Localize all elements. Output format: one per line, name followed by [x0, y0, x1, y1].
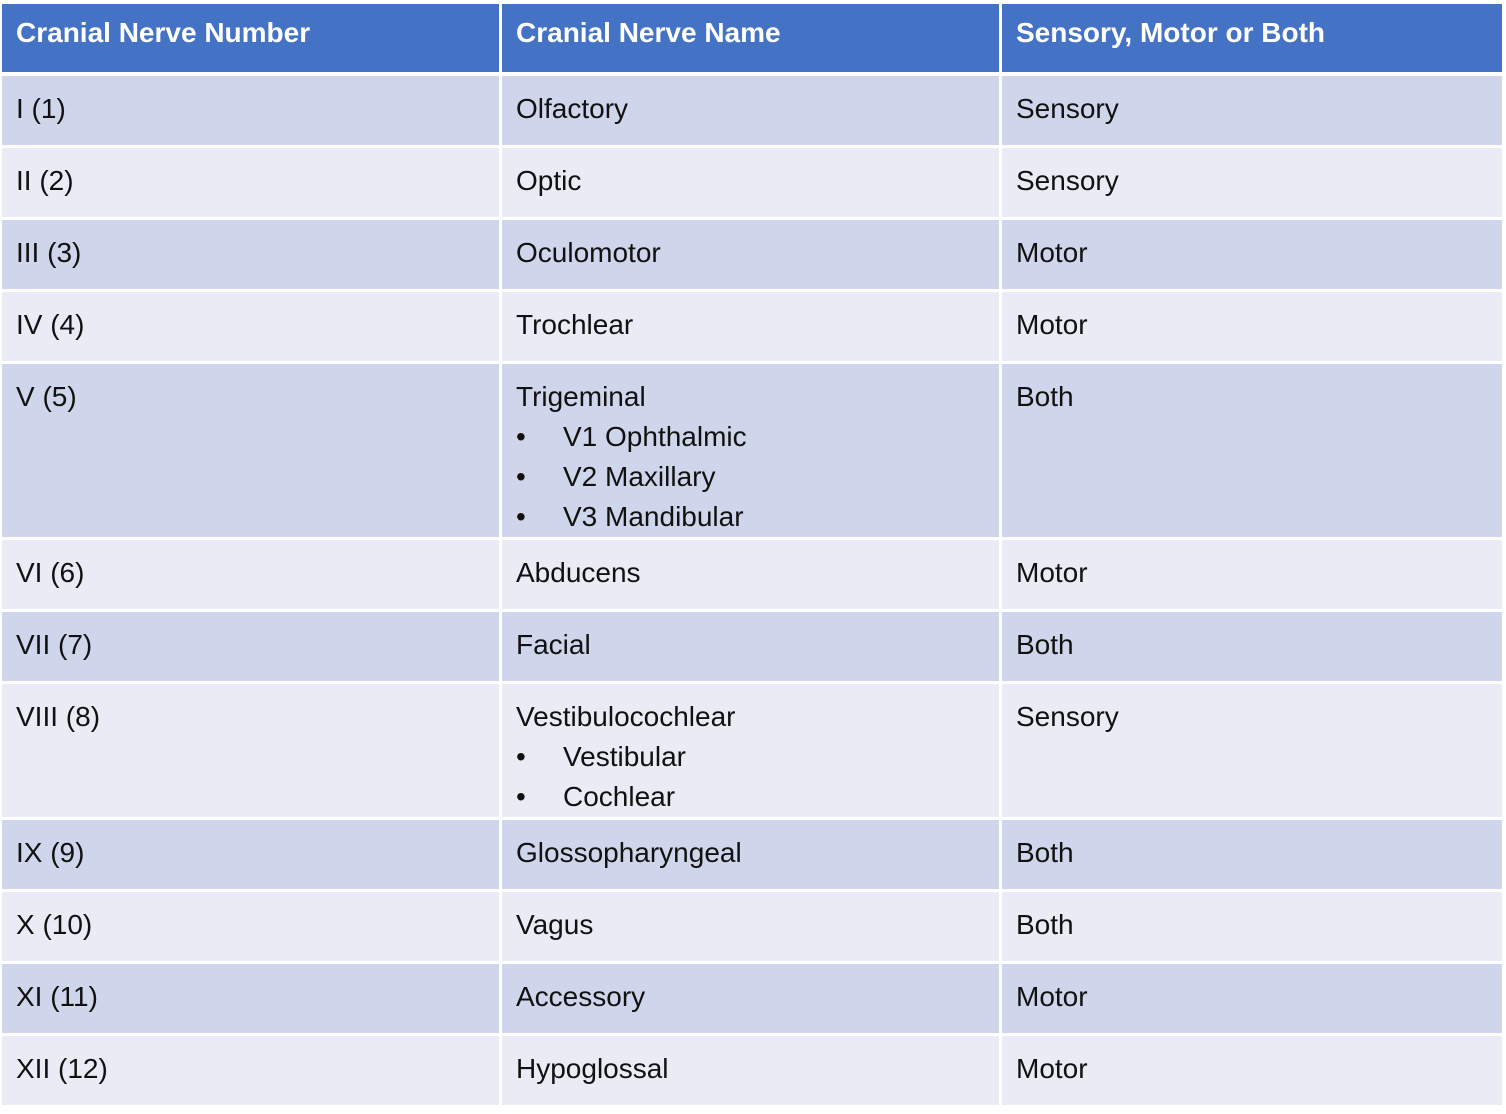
nerve-number: IX (9) — [2, 820, 502, 892]
nerve-name: Trochlear — [502, 292, 1002, 364]
nerve-type: Motor — [1002, 220, 1502, 292]
table-row — [2, 364, 1502, 540]
nerve-branch: • V3 Mandibular — [516, 497, 985, 537]
nerve-number: X (10) — [2, 892, 502, 964]
nerve-branch-list — [516, 737, 985, 817]
nerve-type: Both — [1002, 820, 1502, 892]
table-row — [2, 540, 1502, 612]
nerve-type: Sensory — [1002, 148, 1502, 220]
nerve-name: Optic — [502, 148, 1002, 220]
nerve-type: Motor — [1002, 292, 1502, 364]
nerve-name: Accessory — [502, 964, 1002, 1036]
nerve-name-cell — [502, 684, 1002, 820]
table-row — [2, 292, 1502, 364]
cranial-nerves-table — [2, 4, 1502, 1108]
nerve-name: Hypoglossal — [502, 1036, 1002, 1108]
nerve-type: Motor — [1002, 540, 1502, 612]
nerve-number: VIII (8) — [2, 684, 502, 820]
nerve-type: Both — [1002, 364, 1502, 540]
nerve-number: I (1) — [2, 76, 502, 148]
nerve-name: Olfactory — [502, 76, 1002, 148]
nerve-name-cell — [502, 364, 1002, 540]
nerve-number: III (3) — [2, 220, 502, 292]
table-row — [2, 612, 1502, 684]
nerve-type: Both — [1002, 612, 1502, 684]
nerve-name: Abducens — [502, 540, 1002, 612]
nerve-type: Both — [1002, 892, 1502, 964]
nerve-name: Vestibulocochlear — [516, 701, 736, 732]
nerve-branch-list — [516, 417, 985, 537]
nerve-name: Glossopharyngeal — [502, 820, 1002, 892]
nerve-branch: • V2 Maxillary — [516, 457, 985, 497]
header-nerve-number: Cranial Nerve Number — [2, 4, 502, 76]
nerve-name: Vagus — [502, 892, 1002, 964]
nerve-number: IV (4) — [2, 292, 502, 364]
nerve-number: XI (11) — [2, 964, 502, 1036]
cranial-nerves-table-container — [2, 4, 1502, 1112]
nerve-number: II (2) — [2, 148, 502, 220]
header-row — [2, 4, 1502, 76]
nerve-name: Oculomotor — [502, 220, 1002, 292]
nerve-number: XII (12) — [2, 1036, 502, 1108]
table-row — [2, 1036, 1502, 1108]
table-row — [2, 76, 1502, 148]
table-row — [2, 892, 1502, 964]
nerve-number: V (5) — [2, 364, 502, 540]
nerve-name: Trigeminal — [516, 381, 646, 412]
nerve-type: Motor — [1002, 964, 1502, 1036]
nerve-number: VII (7) — [2, 612, 502, 684]
table-row — [2, 684, 1502, 820]
nerve-type: Motor — [1002, 1036, 1502, 1108]
nerve-branch: • Cochlear — [516, 777, 985, 817]
nerve-branch: • V1 Ophthalmic — [516, 417, 985, 457]
nerve-number: VI (6) — [2, 540, 502, 612]
nerve-type: Sensory — [1002, 684, 1502, 820]
table-row — [2, 820, 1502, 892]
nerve-type: Sensory — [1002, 76, 1502, 148]
table-row — [2, 964, 1502, 1036]
header-nerve-type: Sensory, Motor or Both — [1002, 4, 1502, 76]
table-row — [2, 148, 1502, 220]
nerve-branch: • Vestibular — [516, 737, 985, 777]
nerve-name: Facial — [502, 612, 1002, 684]
table-row — [2, 220, 1502, 292]
header-nerve-name: Cranial Nerve Name — [502, 4, 1002, 76]
